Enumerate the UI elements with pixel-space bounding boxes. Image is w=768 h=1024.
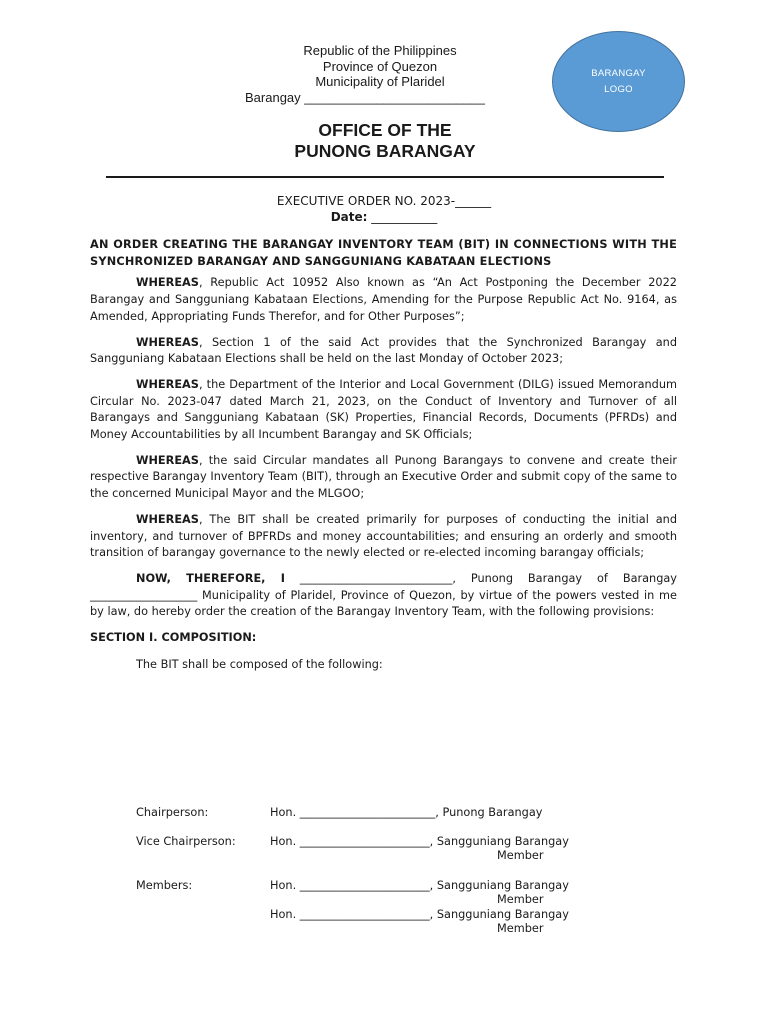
whereas-clause-2 [90,335,677,368]
whereas-clause-5 [90,512,677,562]
composition-row-member-2 [136,908,676,923]
executive-order-date [200,210,568,226]
whereas-clause-1 [90,275,677,325]
role-position-continuation: Member [497,922,544,935]
logo-text-line2: LOGO [604,83,633,95]
section-1-intro: The BIT shall be composed of the following: [136,657,383,671]
logo-text-line1: BARANGAY [591,67,646,79]
whereas-lead: WHEREAS [136,377,199,391]
whereas-clause-3 [90,377,677,444]
letterhead [230,43,530,105]
executive-order-heading [200,194,568,225]
office-title-line1: OFFICE OF THE [318,120,452,140]
role-label: Members: [136,878,193,892]
composition-row-vice-member [136,849,676,864]
whereas-lead: WHEREAS [136,335,199,349]
office-title [200,120,570,162]
composition-row-chairperson [136,806,676,821]
role-position-continuation: Member [497,893,544,906]
now-therefore-clause [90,571,677,621]
whereas-text: , the said Circular mandates all Punong Barangays to convene and create their respective Barangay Inventory Team (BIT), through an Executive Order and submit copy of the same to the concerned Municipal Mayor and the MLGOO; [90,453,677,501]
role-label: Chairperson: [136,806,209,819]
whereas-text: , The BIT shall be created primarily for purposes of conducting the initial and inventory, and turnover of BPFRDs and money accountabilities; and ensuring an orderly and smooth transition of barangay governance to the newly elected or re-elected incoming barangay officials; [90,512,677,560]
composition-row-member1-cont [136,893,676,908]
whereas-lead: WHEREAS [136,512,199,526]
composition-list [136,806,676,937]
composition-row-vice-chairperson [136,835,676,850]
date-label: Date: [330,209,368,224]
whereas-lead: WHEREAS [136,453,199,467]
date-blank: ___________ [367,209,438,224]
letterhead-barangay: Barangay _________________________ [245,89,486,105]
executive-order-number: EXECUTIVE ORDER NO. 2023-______ [276,194,492,208]
letterhead-municipality: Municipality of Plaridel [315,74,445,89]
composition-row-member2-cont [136,922,676,937]
composition-row-members [136,879,676,894]
role-holder: Hon. _______________________, Sangguniang Barangay [270,834,569,848]
role-holder: Hon. _______________________, Sangguniang Barangay [270,878,569,892]
whereas-text: , the Department of the Interior and Local Government (DILG) issued Memorandum Circular No. 2023-047 dated March 21, 2023, on the Conduct of Inventory and Turnover of all Barangays and Sangguniang Kabataan (SK) Properties, Financial Records, Documents (PFRDs) and Money Accountabilities by all Incumbent Barangay and SK Officials; [90,377,677,442]
whereas-clause-4 [90,453,677,503]
letterhead-province: Province of Quezon [322,58,438,74]
office-title-line2: PUNONG BARANGAY [294,141,476,161]
document-body [90,237,677,683]
role-holder: Hon. ________________________, Punong Barangay [270,806,543,819]
barangay-logo-placeholder [552,31,685,132]
now-therefore-lead: NOW, THEREFORE, I [136,571,285,585]
whereas-text: , Section 1 of the said Act provides that the Synchronized Barangay and Sangguniang Kabataan Elections shall be held on the last Monday of October 2023; [90,335,677,366]
now-therefore-text: ___________________________, Punong Barangay of Barangay ___________________ Municipality of Plaridel, Province of Quezon, by virtue of the powers vested in me by law, do hereby order the creation of the Barangay Inventory Team, with the following provisions: [90,571,677,619]
role-holder: Hon. _______________________, Sangguniang Barangay [270,907,569,921]
order-title: AN ORDER CREATING THE BARANGAY INVENTORY TEAM (BIT) IN CONNECTIONS WITH THE SYNCHRONIZED BARANGAY AND SANGGUNIANG KABATAAN ELECTIONS [90,238,677,268]
header-divider [106,176,664,178]
role-position-continuation: Member [497,849,544,862]
whereas-lead: WHEREAS [136,276,199,290]
section-1-heading: SECTION I. COMPOSITION: [90,631,257,645]
whereas-text: , Republic Act 10952 Also known as “An Act Postponing the December 2022 Barangay and Sangguniang Kabataan Elections, Amending for the Purpose Republic Act No. 9164, as Amended, Appropriating Funds Therefor, and for Other Purposes”; [90,276,677,323]
letterhead-republic: Republic of the Philippines [303,43,457,58]
role-label: Vice Chairperson: [136,834,236,848]
